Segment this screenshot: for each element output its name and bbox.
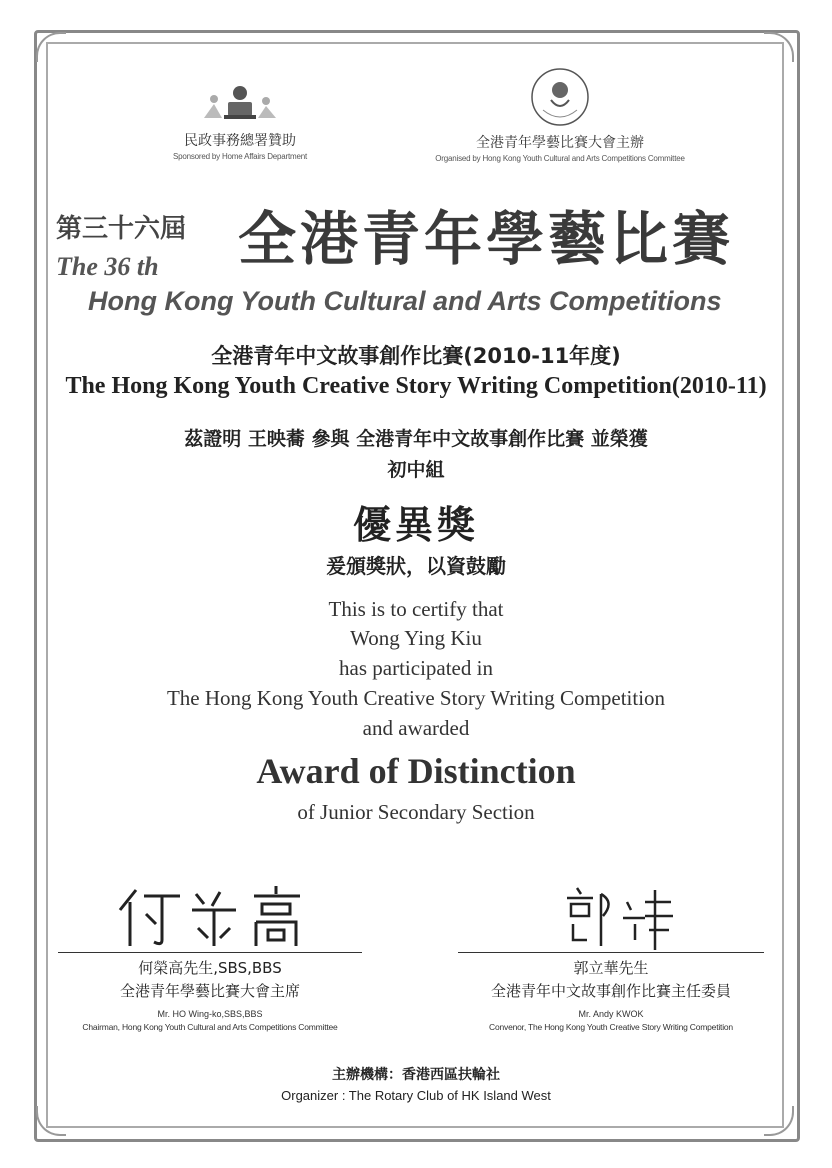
competition-en: The Hong Kong Youth Creative Story Writing Competition(2010-11) (65, 373, 767, 399)
edition-en: The 36 th (56, 252, 159, 281)
organiser-en: Organised by Hong Kong Youth Cultural and Arts Competitions Committee (435, 154, 685, 163)
awarded-en: and awarded (362, 716, 470, 740)
participated-en: has participated in (339, 656, 493, 680)
signatory-chairman (52, 880, 368, 1032)
chairman-title-zh: 全港青年學藝比賽大會主席 (119, 982, 300, 1000)
chairman-name-zh: 何榮高先生,SBS,BBS (138, 959, 282, 977)
competition-name-en: The Hong Kong Youth Creative Story Writing Competition (166, 686, 666, 710)
signature-line (458, 952, 764, 953)
convenor-name-en: Mr. Andy KWOK (578, 1009, 644, 1019)
organizer-en: Organizer : The Rotary Club of HK Island West (281, 1088, 551, 1103)
section-zh: 初中組 (387, 459, 445, 481)
organizer-zh: 主辦機構：香港西區扶輪社 (332, 1067, 500, 1083)
chairman-name-en: Mr. HO Wing-ko,SBS,BBS (157, 1009, 263, 1019)
convenor-title-en: Convenor, The Hong Kong Youth Creative Story Writing Competition (489, 1022, 733, 1032)
award-en: Award of Distinction (256, 751, 576, 791)
signature-ho (52, 880, 368, 952)
competition-zh: 全港青年中文故事創作比賽(2010-11年度) (211, 344, 621, 368)
sponsor-zh: 民政事務總署贊助 (184, 133, 296, 149)
organiser-zh: 全港青年學藝比賽大會主辦 (476, 135, 644, 151)
convenor-title-zh: 全港青年中文故事創作比賽主任委員 (490, 982, 731, 1000)
signature-line (58, 952, 362, 953)
sponsor-block (140, 84, 340, 161)
recipient-name: Wong Ying Kiu (350, 626, 482, 650)
certify-zh: 茲證明 王映蕎 參與 全港青年中文故事創作比賽 並榮獲 (184, 428, 648, 450)
chairman-title-en: Chairman, Hong Kong Youth Cultural and Arts Competitions Committee (82, 1022, 338, 1032)
convenor-name-zh: 郭立華先生 (573, 959, 649, 977)
granted-zh: 爰頒獎狀，以資鼓勵 (326, 554, 506, 578)
home-affairs-logo-icon (200, 84, 280, 126)
title-en: Hong Kong Youth Cultural and Arts Competitions (88, 286, 722, 316)
signature-kwok (452, 880, 770, 952)
handwritten-signature (511, 880, 711, 952)
signatory-convenor (452, 880, 770, 1032)
certify-en: This is to certify that (328, 597, 504, 621)
award-zh: 優異獎 (352, 502, 479, 547)
organiser-block (430, 66, 690, 163)
competition-emblem-icon (529, 66, 591, 128)
section-en: of Junior Secondary Section (297, 800, 535, 824)
handwritten-signature (100, 880, 320, 952)
title-zh-calligraphy: 全港青年學藝比賽 (238, 205, 735, 273)
edition-zh: 第三十六屆 (56, 214, 187, 244)
sponsor-en: Sponsored by Home Affairs Department (172, 152, 308, 161)
